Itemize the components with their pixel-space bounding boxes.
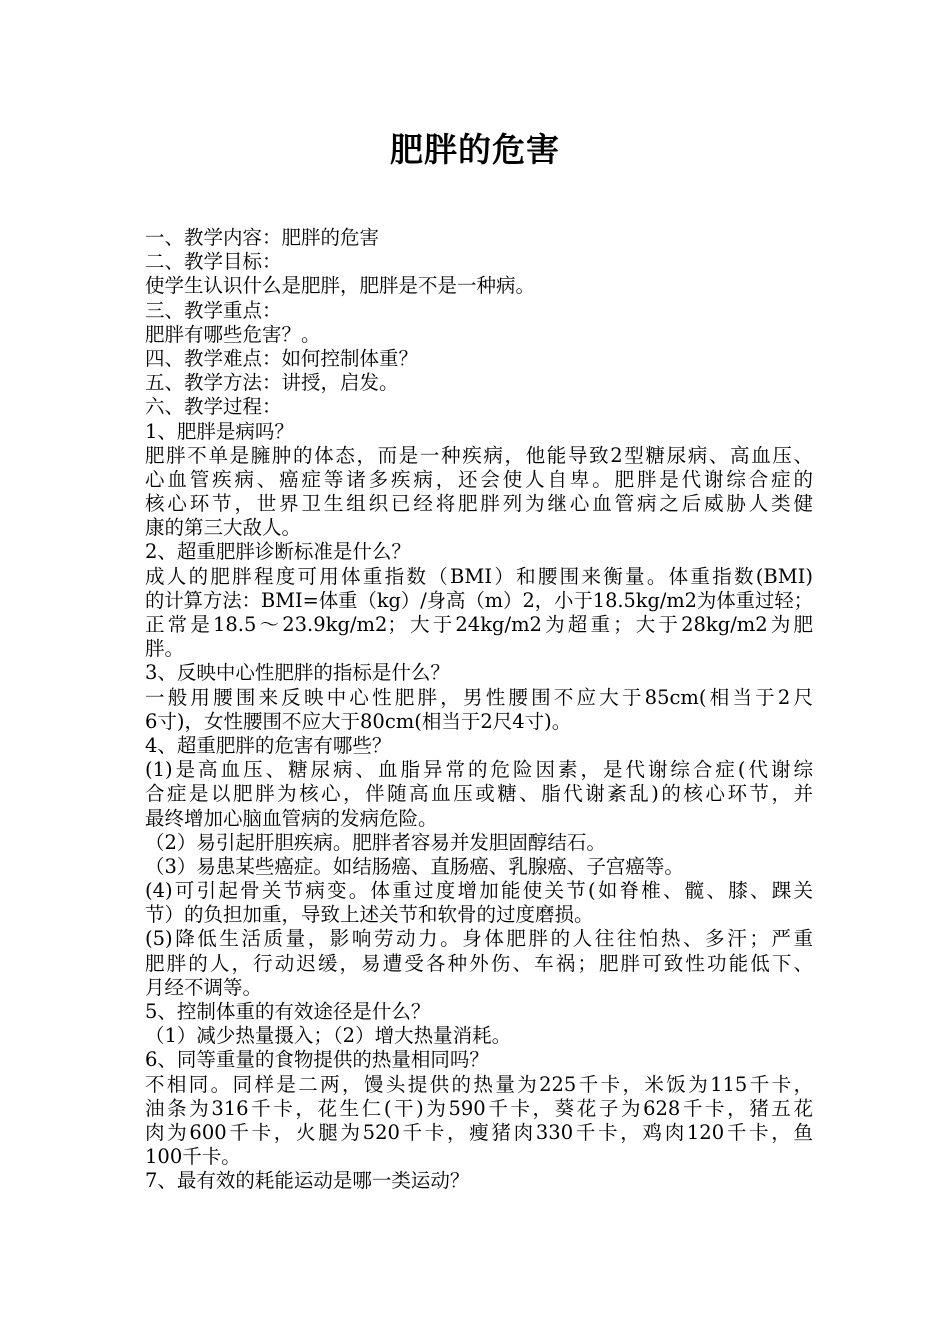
text-line: 2、超重肥胖诊断标准是什么？ bbox=[145, 540, 411, 564]
text-line: （1）减少热量摄入；（2）增大热量消耗。 bbox=[145, 1024, 512, 1048]
text-line: (5)降低生活质量，影响劳动力。身体肥胖的人往往怕热、多汗；严重 bbox=[145, 927, 813, 951]
text-line: 节）的负担加重，导致上述关节和软骨的过度磨损。 bbox=[145, 903, 594, 927]
text-line: 7、最有效的耗能运动是哪一类运动？ bbox=[145, 1169, 470, 1193]
text-line: 5、控制体重的有效途径是什么？ bbox=[145, 1000, 431, 1023]
text-line: 肥胖不单是臃肿的体态，而是一种疾病，他能导致2型糖尿病、高血压、 bbox=[145, 443, 813, 467]
text-line: 使学生认识什么是肥胖，肥胖是不是一种病。 bbox=[145, 274, 536, 298]
text-line: 正常是18.5～23.9kg/m2；大于24kg/m2为超重；大于28kg/m2为肥 bbox=[145, 613, 813, 636]
text-line: 五、教学方法：讲授，启发。 bbox=[145, 371, 399, 395]
document-title: 肥胖的危害 bbox=[390, 130, 560, 169]
text-line: 最终增加心脑血管病的发病危险。 bbox=[145, 806, 438, 830]
document-body bbox=[145, 226, 813, 1194]
text-line: 成人的肥胖程度可用体重指数（BMI）和腰围来衡量。体重指数(BMI) bbox=[145, 564, 813, 588]
text-line: 一、教学内容：肥胖的危害 bbox=[145, 226, 380, 249]
text-line: （2）易引起肝胆疾病。肥胖者容易并发胆固醇结石。 bbox=[145, 830, 606, 854]
text-line: 六、教学过程： bbox=[145, 395, 282, 419]
text-line: （3）易患某些癌症。如结肠癌、直肠癌、乳腺癌、子宫癌等。 bbox=[145, 854, 684, 878]
text-line: 核心环节，世界卫生组织已经将肥胖列为继心血管病之后威胁人类健 bbox=[145, 492, 813, 516]
text-line: 肥胖的人，行动迟缓，易遭受各种外伤、车祸；肥胖可致性功能低下、 bbox=[145, 951, 813, 975]
text-line: 3、反映中心性肥胖的指标是什么？ bbox=[145, 661, 450, 685]
text-line: 不相同。同样是二两，馒头提供的热量为225千卡，米饭为115千卡， bbox=[145, 1072, 813, 1096]
text-line: 四、教学难点：如何控制体重？ bbox=[145, 346, 419, 370]
text-line: 二、教学目标： bbox=[145, 250, 282, 274]
text-line: 胖。 bbox=[145, 637, 185, 661]
text-line: 4、超重肥胖的危害有哪些？ bbox=[145, 733, 392, 757]
text-line: 康的第三大敌人。 bbox=[145, 516, 302, 540]
text-line: 肥胖有哪些危害？。 bbox=[145, 322, 321, 346]
text-line: 6寸)，女性腰围不应大于80cm(相当于2尺4寸)。 bbox=[145, 709, 572, 733]
text-line: 的计算方法：BMI=体重（kg）/身高（m）2，小于18.5kg/m2为体重过轻； bbox=[145, 588, 813, 612]
text-line: 1、肥胖是病吗？ bbox=[145, 419, 294, 443]
text-line: (4)可引起骨关节病变。体重过度增加能使关节(如脊椎、髋、膝、踝关 bbox=[145, 879, 813, 903]
text-line: 合症是以肥胖为核心，伴随高血压或糖、脂代谢紊乱)的核心环节，并 bbox=[145, 782, 813, 806]
text-line: 心血管疾病、癌症等诸多疾病，还会使人自卑。肥胖是代谢综合症的 bbox=[145, 467, 813, 491]
text-line: 三、教学重点： bbox=[145, 298, 282, 322]
text-line: 一般用腰围来反映中心性肥胖，男性腰围不应大于85cm(相当于2尺 bbox=[145, 685, 813, 709]
text-line: 100千卡。 bbox=[145, 1145, 241, 1169]
text-line: 肉为600千卡，火腿为520千卡，瘦猪肉330千卡，鸡肉120千卡，鱼 bbox=[145, 1120, 813, 1144]
text-line: (1)是高血压、糖尿病、血脂异常的危险因素，是代谢综合症(代谢综 bbox=[145, 758, 813, 782]
text-line: 月经不调等。 bbox=[145, 975, 263, 999]
text-line: 油条为316千卡，花生仁(干)为590千卡，葵花子为628千卡，猪五花 bbox=[145, 1096, 813, 1120]
text-line: 6、同等重量的食物提供的热量相同吗？ bbox=[145, 1048, 489, 1072]
